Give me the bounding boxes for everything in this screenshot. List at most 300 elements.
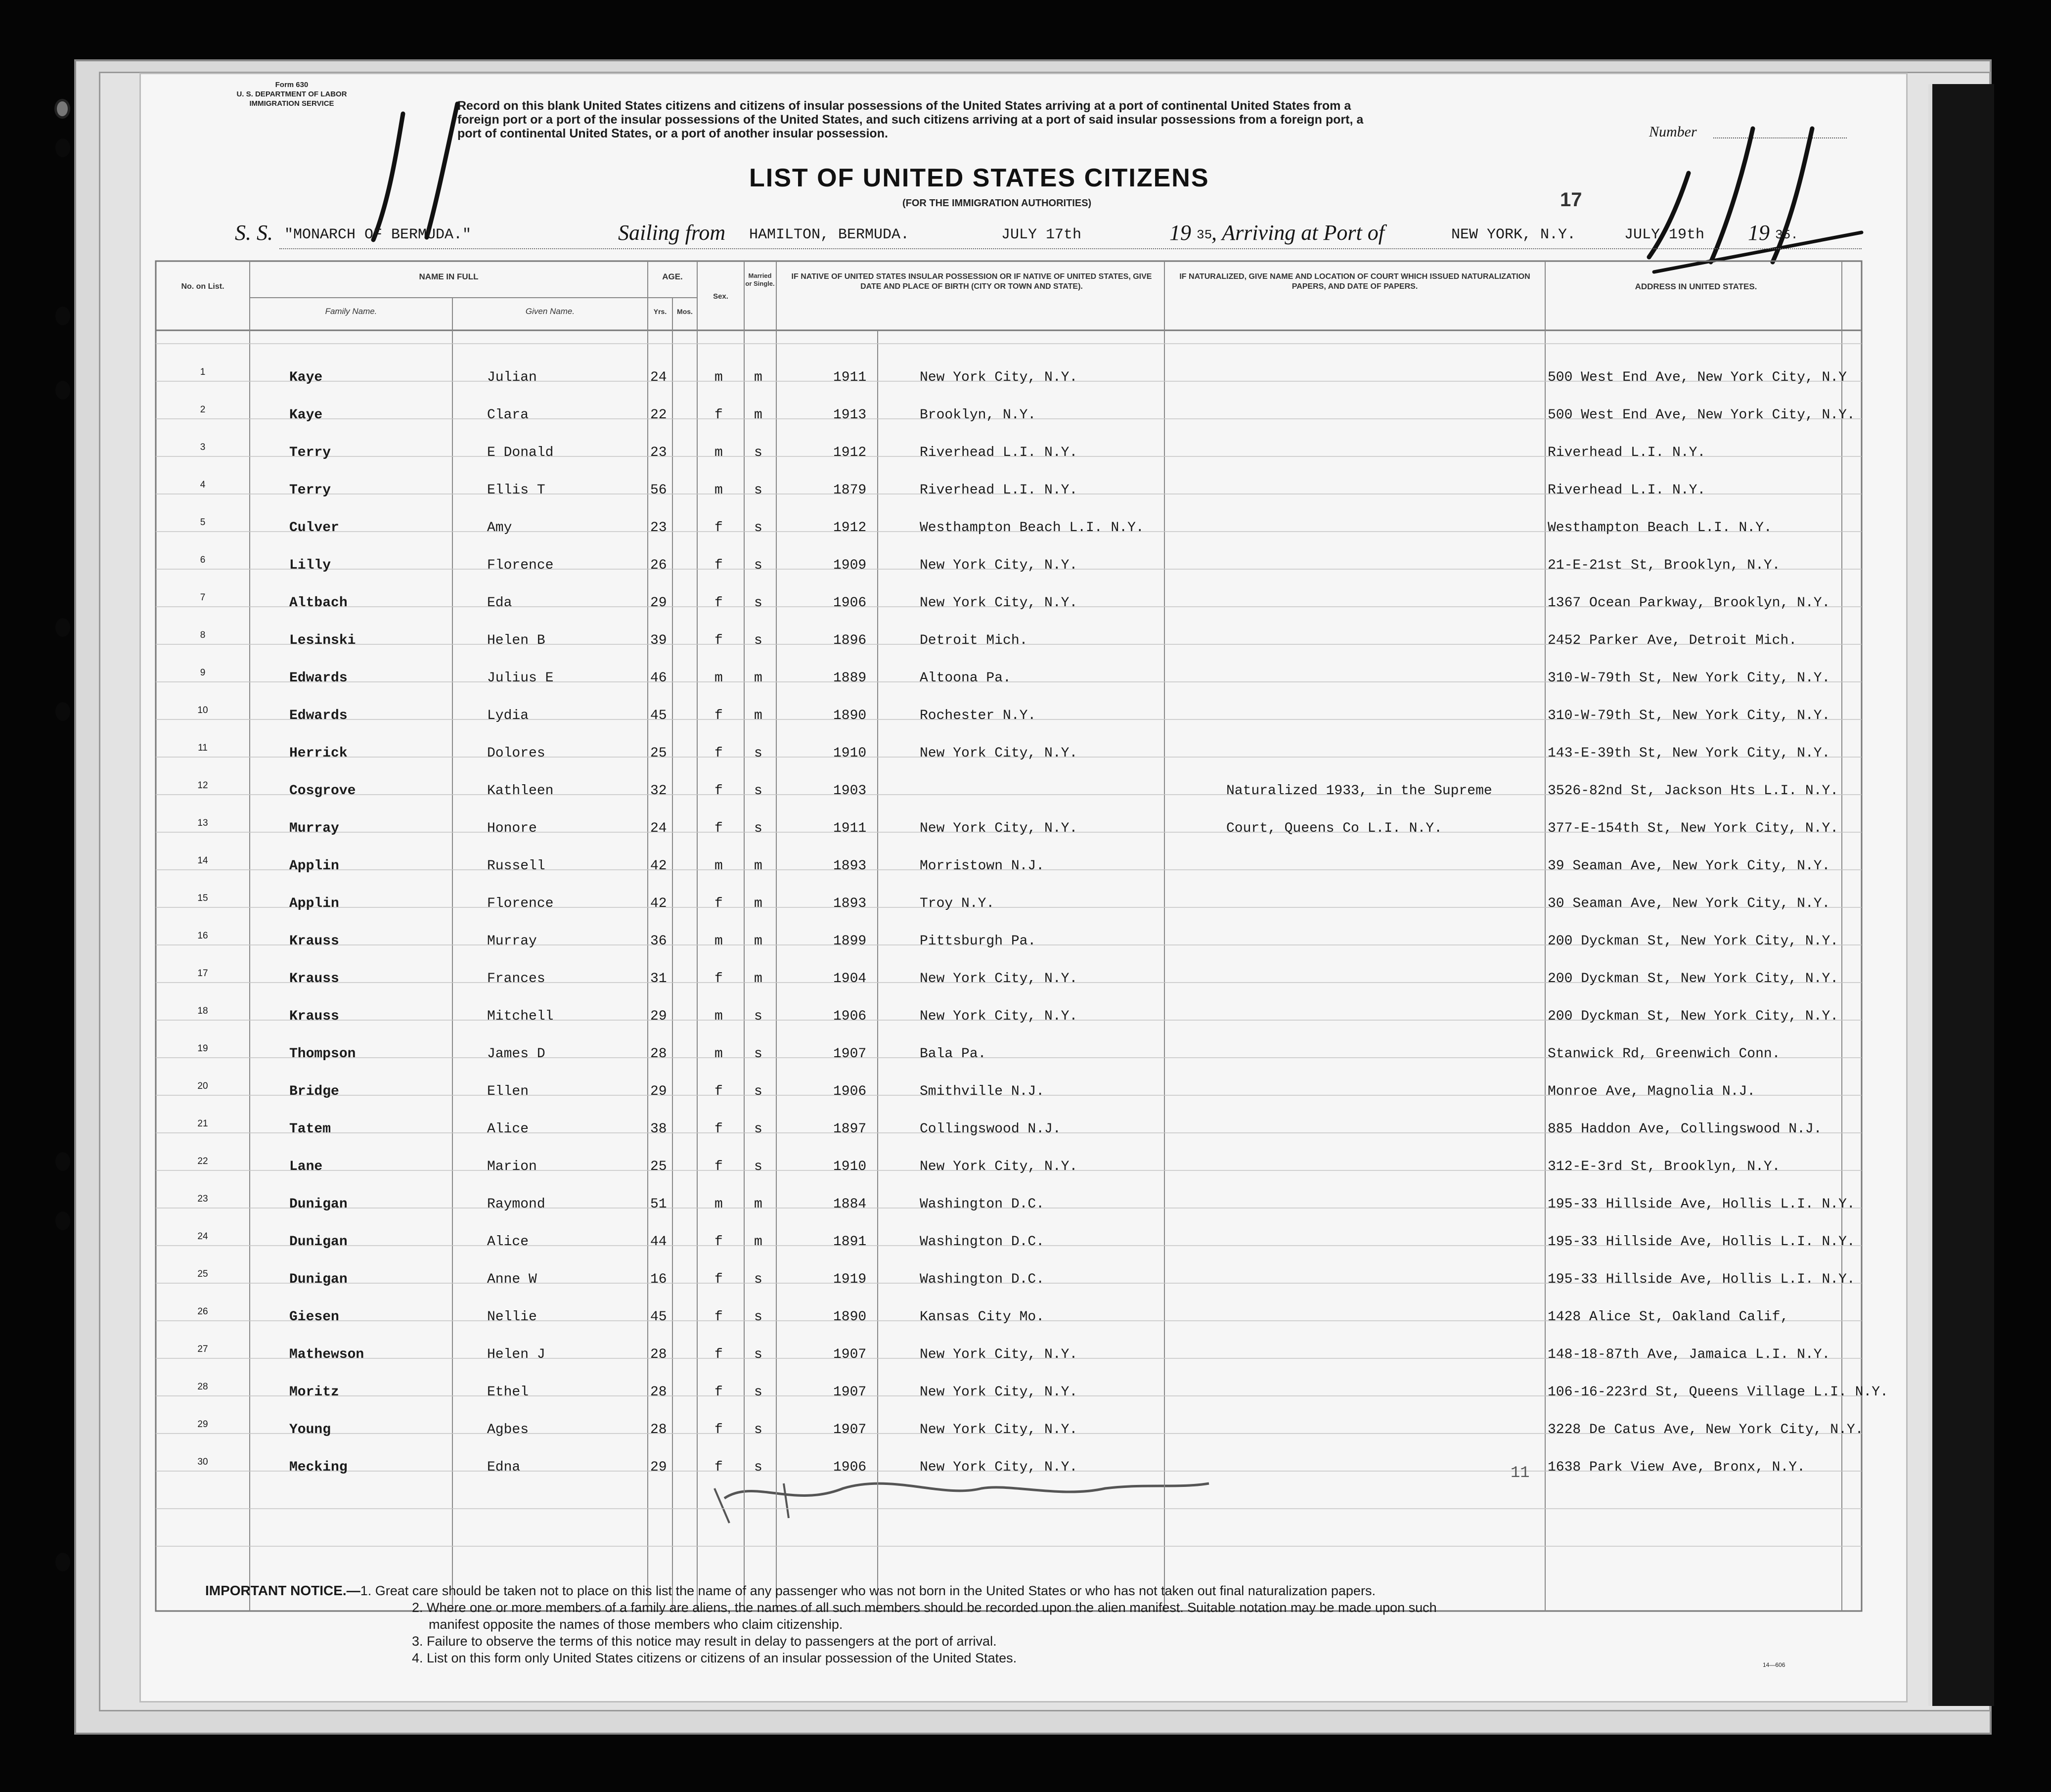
cell-sex: f — [714, 520, 723, 536]
cell-ms: m — [754, 971, 762, 986]
cell-given: Clara — [487, 407, 529, 423]
cell-family: Dunigan — [289, 1197, 348, 1212]
intro-line: foreign port or a port of the insular possessions of the United States, and such citizens arriving at a port of said insular possessions from a foreign port, a — [457, 113, 1364, 127]
cell-sex: f — [714, 746, 723, 761]
cell-no: 28 — [197, 1382, 208, 1392]
cell-sex: f — [714, 821, 723, 836]
cell-no: 17 — [197, 968, 208, 979]
cell-no: 23 — [197, 1194, 208, 1204]
cell-no: 2 — [200, 404, 206, 415]
cell-year: 1913 — [833, 407, 867, 423]
number-label: Number — [1649, 124, 1697, 140]
cell-address: 3526-82nd St, Jackson Hts L.I. N.Y. — [1548, 783, 1839, 799]
notice-item-1: 1. Great care should be taken not to place on this list the name of any passenger who was not born in the United States or who has not taken out final naturalization papers. — [360, 1583, 1376, 1598]
cell-sex: f — [714, 558, 723, 573]
notice-item-3: 3. Failure to observe the terms of this notice may result in delay to passengers at the port of arrival. — [412, 1634, 997, 1649]
cell-place: Westhampton Beach L.I. N.Y. — [920, 520, 1144, 536]
cell-family: Giesen — [289, 1309, 339, 1325]
cell-place: Altoona Pa. — [920, 671, 1011, 686]
binder-hole — [55, 307, 70, 325]
cell-ms: m — [754, 671, 762, 686]
cell-nat: Court, Queens Co L.I. N.Y. — [1226, 821, 1442, 836]
cell-family: Dunigan — [289, 1234, 348, 1250]
cell-given: Ellen — [487, 1084, 529, 1099]
cell-address: 1367 Ocean Parkway, Brooklyn, N.Y. — [1548, 595, 1830, 611]
cell-place: Rochester N.Y. — [920, 708, 1036, 723]
cell-address: 195-33 Hillside Ave, Hollis L.I. N.Y. — [1548, 1272, 1855, 1287]
cell-given: Russell — [487, 858, 545, 874]
cell-no: 1 — [200, 367, 206, 377]
cell-no: 6 — [200, 555, 206, 565]
departure-year-prefix: 19 — [1169, 221, 1191, 245]
cell-place: Detroit Mich. — [920, 633, 1028, 648]
cell-no: 29 — [197, 1419, 208, 1430]
cell-no: 30 — [197, 1457, 208, 1467]
ss-label: S. S. — [235, 221, 273, 245]
cell-year: 1907 — [833, 1422, 867, 1437]
cell-sex: m — [714, 858, 723, 874]
cell-sex: f — [714, 783, 723, 799]
cell-family: Kaye — [289, 370, 323, 385]
cell-age: 45 — [650, 1309, 667, 1325]
binder-hole — [55, 381, 70, 400]
cell-age: 29 — [650, 1009, 667, 1024]
header-no: No. on List. — [181, 282, 224, 291]
cell-year: 1890 — [833, 708, 867, 723]
cell-year: 1893 — [833, 858, 867, 874]
cell-place: New York City, N.Y. — [920, 971, 1078, 986]
cell-no: 9 — [200, 668, 206, 678]
cell-age: 56 — [650, 483, 667, 498]
table-row — [141, 1108, 1906, 1145]
cell-no: 22 — [197, 1156, 208, 1166]
cell-ms: s — [754, 520, 762, 536]
cell-year: 1904 — [833, 971, 867, 986]
cell-ms: s — [754, 1385, 762, 1400]
cell-age: 25 — [650, 1159, 667, 1174]
important-notice — [205, 1582, 1437, 1666]
cell-family: Edwards — [289, 671, 348, 686]
table-row — [141, 882, 1906, 920]
cell-given: Ethel — [487, 1385, 529, 1400]
cell-address: 310-W-79th St, New York City, N.Y. — [1548, 708, 1830, 723]
cell-family: Edwards — [289, 708, 348, 723]
table-row — [141, 1296, 1906, 1333]
cell-age: 36 — [650, 934, 667, 949]
cell-ms: s — [754, 1347, 762, 1362]
cell-age: 25 — [650, 746, 667, 761]
table-row — [141, 394, 1906, 431]
cell-place: Bala Pa. — [920, 1046, 986, 1062]
cell-age: 32 — [650, 783, 667, 799]
cell-place: Brooklyn, N.Y. — [920, 407, 1036, 423]
table-row — [141, 619, 1906, 657]
cell-family: Krauss — [289, 934, 339, 949]
notice-item-2-cont: manifest opposite the names of those members who claim citizenship. — [429, 1617, 843, 1632]
cell-sex: f — [714, 407, 723, 423]
cell-age: 31 — [650, 971, 667, 986]
cell-given: Honore — [487, 821, 537, 836]
binder-hole — [55, 1553, 70, 1571]
cell-family: Thompson — [289, 1046, 356, 1062]
cell-age: 42 — [650, 896, 667, 911]
cell-no: 12 — [197, 780, 208, 791]
arrival-date: JULY 19th — [1624, 226, 1705, 243]
cell-place: Washington D.C. — [920, 1272, 1045, 1287]
cell-given: Nellie — [487, 1309, 537, 1325]
cell-given: Julian — [487, 370, 537, 385]
cell-given: Julius E — [487, 671, 554, 686]
cell-sex: f — [714, 1309, 723, 1325]
binder-hole — [54, 99, 70, 119]
cell-sex: f — [714, 1159, 723, 1174]
cell-age: 28 — [650, 1046, 667, 1062]
cell-year: 1891 — [833, 1234, 867, 1250]
page-title: LIST OF UNITED STATES CITIZENS — [749, 164, 1209, 192]
cell-age: 24 — [650, 821, 667, 836]
cell-no: 15 — [197, 893, 208, 903]
cell-address: Stanwick Rd, Greenwich Conn. — [1548, 1046, 1781, 1062]
cell-year: 1912 — [833, 520, 867, 536]
cell-given: Raymond — [487, 1197, 545, 1212]
cell-address: 2452 Parker Ave, Detroit Mich. — [1548, 633, 1797, 648]
service-name: IMMIGRATION SERVICE — [249, 99, 334, 108]
cell-family: Kaye — [289, 407, 323, 423]
cell-address: 143-E-39th St, New York City, N.Y. — [1548, 746, 1830, 761]
cell-given: Ellis T — [487, 483, 545, 498]
cell-ms: s — [754, 595, 762, 611]
table-row — [141, 1145, 1906, 1183]
cell-no: 3 — [200, 442, 206, 452]
cell-no: 27 — [197, 1344, 208, 1354]
cell-given: Alice — [487, 1121, 529, 1137]
cell-year: 1912 — [833, 445, 867, 460]
table-row — [141, 1032, 1906, 1070]
cell-ms: m — [754, 858, 762, 874]
cell-sex: m — [714, 445, 723, 460]
header-age: AGE. — [662, 272, 683, 281]
header-married-single: Married or Single. — [745, 272, 775, 287]
notice-item-2: 2. Where one or more members of a family are aliens, the names of all such members should be recorded upon the alien manifest. Suitable notation may be made upon such — [412, 1600, 1437, 1615]
cell-given: Eda — [487, 595, 512, 611]
table-row — [141, 356, 1906, 394]
page-subtitle: (FOR THE IMMIGRATION AUTHORITIES) — [902, 198, 1092, 209]
cell-given: James D — [487, 1046, 545, 1062]
cell-year: 1903 — [833, 783, 867, 799]
cell-sex: f — [714, 1422, 723, 1437]
cell-place: New York City, N.Y. — [920, 595, 1078, 611]
page-number: 17 — [1560, 189, 1582, 211]
cell-age: 46 — [650, 671, 667, 686]
cell-age: 38 — [650, 1121, 667, 1137]
cell-address: Monroe Ave, Magnolia N.J. — [1548, 1084, 1756, 1099]
cell-sex: f — [714, 971, 723, 986]
cell-family: Mecking — [289, 1460, 348, 1475]
cell-year: 1907 — [833, 1385, 867, 1400]
notice-item-4: 4. List on this form only United States citizens or citizens of an insular possession of the United States. — [412, 1651, 1017, 1665]
cell-ms: m — [754, 896, 762, 911]
cell-family: Lilly — [289, 558, 331, 573]
cell-sex: m — [714, 1009, 723, 1024]
cell-given: Helen B — [487, 633, 545, 648]
cell-age: 28 — [650, 1347, 667, 1362]
cell-given: Florence — [487, 896, 554, 911]
cell-year: 1919 — [833, 1272, 867, 1287]
cell-address: 148-18-87th Ave, Jamaica L.I. N.Y. — [1548, 1347, 1830, 1362]
cell-age: 29 — [650, 595, 667, 611]
cell-address: 21-E-21st St, Brooklyn, N.Y. — [1548, 558, 1781, 573]
cell-ms: s — [754, 1009, 762, 1024]
cell-place: Kansas City Mo. — [920, 1309, 1045, 1325]
cell-address: 1428 Alice St, Oakland Calif, — [1548, 1309, 1789, 1325]
table-row — [141, 1070, 1906, 1108]
cell-sex: f — [714, 1121, 723, 1137]
cell-no: 21 — [197, 1119, 208, 1129]
cell-given: Helen J — [487, 1347, 545, 1362]
cell-family: Terry — [289, 445, 331, 460]
cell-address: 500 West End Ave, New York City, N.Y. — [1548, 407, 1855, 423]
cell-place: Washington D.C. — [920, 1197, 1045, 1212]
cell-year: 1910 — [833, 1159, 867, 1174]
header-yrs: Yrs. — [653, 308, 667, 315]
cell-family: Tatem — [289, 1121, 331, 1137]
header-family-name: Family Name. — [325, 307, 377, 316]
cell-sex: m — [714, 483, 723, 498]
cell-place: New York City, N.Y. — [920, 1385, 1078, 1400]
table-row — [141, 1258, 1906, 1296]
cell-year: 1906 — [833, 1009, 867, 1024]
cell-ms: s — [754, 1046, 762, 1062]
cell-place: Smithville N.J. — [920, 1084, 1045, 1099]
page-number-bottom: 11 — [1511, 1464, 1530, 1482]
header-naturalized: IF NATURALIZED, GIVE NAME AND LOCATION OF COURT WHICH ISSUED NATURALIZATION PAPERS, AND DATE OF PAPERS. — [1179, 272, 1530, 291]
cell-ms: s — [754, 746, 762, 761]
table-row — [141, 769, 1906, 807]
cell-no: 10 — [197, 705, 208, 716]
cell-year: 1884 — [833, 1197, 867, 1212]
cell-sex: m — [714, 934, 723, 949]
table-row — [141, 920, 1906, 957]
cell-place: New York City, N.Y. — [920, 821, 1078, 836]
cell-given: Murray — [487, 934, 537, 949]
cell-sex: m — [714, 370, 723, 385]
cell-year: 1911 — [833, 821, 867, 836]
header-sex: Sex. — [713, 292, 728, 301]
cell-address: 106-16-223rd St, Queens Village L.I. N.Y. — [1548, 1385, 1888, 1400]
arriving-label: , Arriving at Port of — [1211, 221, 1384, 245]
cell-place: Collingswood N.J. — [920, 1121, 1061, 1137]
header-birth: IF NATIVE OF UNITED STATES INSULAR POSSESSION OR IF NATIVE OF UNITED STATES, GIVE DATE AND PLACE OF BIRTH (CITY OR TOWN AND STATE). — [791, 272, 1152, 291]
binder-hole — [55, 1152, 70, 1171]
table-row — [141, 582, 1906, 619]
intro-line: port of continental United States, or a port of another insular possession. — [457, 127, 888, 140]
cell-address: 195-33 Hillside Ave, Hollis L.I. N.Y. — [1548, 1234, 1855, 1250]
cell-no: 26 — [197, 1306, 208, 1317]
cell-age: 28 — [650, 1422, 667, 1437]
cell-no: 16 — [197, 931, 208, 941]
cell-address: 312-E-3rd St, Brooklyn, N.Y. — [1548, 1159, 1781, 1174]
cell-family: Culver — [289, 520, 339, 536]
cell-ms: s — [754, 1460, 762, 1475]
cell-age: 51 — [650, 1197, 667, 1212]
table-row — [141, 732, 1906, 769]
binder-edge — [1928, 84, 1994, 1706]
cell-place: New York City, N.Y. — [920, 746, 1078, 761]
cell-ms: s — [754, 483, 762, 498]
arrival-year: 35. — [1775, 227, 1798, 242]
cell-sex: f — [714, 1460, 723, 1475]
binder-hole — [55, 618, 70, 637]
cell-age: 28 — [650, 1385, 667, 1400]
cell-sex: f — [714, 1084, 723, 1099]
cell-address: Westhampton Beach L.I. N.Y. — [1548, 520, 1772, 536]
cell-ms: s — [754, 633, 762, 648]
cell-no: 5 — [200, 517, 206, 528]
cell-no: 14 — [197, 855, 208, 866]
arrival-year-prefix: 19 — [1748, 221, 1770, 245]
table-row — [141, 431, 1906, 469]
cell-family: Herrick — [289, 746, 348, 761]
cell-place: New York City, N.Y. — [920, 1347, 1078, 1362]
cell-address: 30 Seaman Ave, New York City, N.Y. — [1548, 896, 1830, 911]
cell-sex: f — [714, 1272, 723, 1287]
table-row — [141, 506, 1906, 544]
header-address: ADDRESS IN UNITED STATES. — [1635, 282, 1757, 291]
cell-age: 23 — [650, 445, 667, 460]
cell-family: Young — [289, 1422, 331, 1437]
table-row — [141, 694, 1906, 732]
cell-ms: s — [754, 783, 762, 799]
cell-ms: s — [754, 1272, 762, 1287]
cell-age: 44 — [650, 1234, 667, 1250]
cell-no: 13 — [197, 818, 208, 828]
cell-given: Kathleen — [487, 783, 554, 799]
cell-year: 1879 — [833, 483, 867, 498]
cell-ms: s — [754, 1159, 762, 1174]
cell-age: 29 — [650, 1460, 667, 1475]
cell-ms: m — [754, 708, 762, 723]
cell-family: Krauss — [289, 971, 339, 986]
cell-no: 24 — [197, 1231, 208, 1242]
cell-year: 1906 — [833, 1460, 867, 1475]
cell-family: Mathewson — [289, 1347, 364, 1362]
cell-sex: f — [714, 1385, 723, 1400]
cell-place: New York City, N.Y. — [920, 1009, 1078, 1024]
cell-family: Murray — [289, 821, 339, 836]
header-name-in-full: NAME IN FULL — [419, 272, 479, 281]
cell-year: 1899 — [833, 934, 867, 949]
cell-sex: f — [714, 595, 723, 611]
ship-name: "MONARCH OF BERMUDA." — [284, 226, 472, 243]
cell-ms: m — [754, 934, 762, 949]
cell-ms: s — [754, 1422, 762, 1437]
cell-place: New York City, N.Y. — [920, 1422, 1078, 1437]
cell-year: 1893 — [833, 896, 867, 911]
cell-given: Lydia — [487, 708, 529, 723]
table-row — [141, 1183, 1906, 1220]
cell-address: 885 Haddon Ave, Collingswood N.J. — [1548, 1121, 1822, 1137]
cell-no: 19 — [197, 1043, 208, 1054]
cell-address: Riverhead L.I. N.Y. — [1548, 483, 1706, 498]
cell-year: 1896 — [833, 633, 867, 648]
cell-given: Edna — [487, 1460, 521, 1475]
table-row — [141, 995, 1906, 1032]
table-row — [141, 469, 1906, 506]
cell-family: Lesinski — [289, 633, 356, 648]
notice-heading: IMPORTANT NOTICE.— — [205, 1583, 360, 1598]
cell-year: 1910 — [833, 746, 867, 761]
department: U. S. DEPARTMENT OF LABOR — [236, 90, 347, 98]
cell-place: New York City, N.Y. — [920, 1460, 1078, 1475]
cell-address: 377-E-154th St, New York City, N.Y. — [1548, 821, 1839, 836]
cell-sex: f — [714, 896, 723, 911]
cell-year: 1909 — [833, 558, 867, 573]
cell-family: Applin — [289, 896, 339, 911]
table-row — [141, 807, 1906, 845]
cell-nat: Naturalized 1933, in the Supreme — [1226, 783, 1492, 799]
table-row — [141, 1220, 1906, 1258]
cell-given: Agbes — [487, 1422, 529, 1437]
table-row — [141, 1408, 1906, 1446]
cell-address: 39 Seaman Ave, New York City, N.Y. — [1548, 858, 1830, 874]
cell-place: New York City, N.Y. — [920, 370, 1078, 385]
header-given-name: Given Name. — [525, 307, 575, 316]
departure-year: 35 — [1197, 227, 1212, 242]
cell-place: Riverhead L.I. N.Y. — [920, 483, 1078, 498]
cell-year: 1907 — [833, 1046, 867, 1062]
cell-place: Troy N.Y. — [920, 896, 995, 911]
cell-place: New York City, N.Y. — [920, 1159, 1078, 1174]
cell-age: 16 — [650, 1272, 667, 1287]
cell-given: Amy — [487, 520, 512, 536]
cell-given: Dolores — [487, 746, 545, 761]
cell-ms: s — [754, 1121, 762, 1137]
cell-family: Applin — [289, 858, 339, 874]
cell-age: 29 — [650, 1084, 667, 1099]
binder-hole — [55, 1211, 70, 1230]
cell-sex: m — [714, 1197, 723, 1212]
cell-ms: m — [754, 1197, 762, 1212]
cell-given: Alice — [487, 1234, 529, 1250]
cell-family: Bridge — [289, 1084, 339, 1099]
form-code: 14—606 — [1763, 1661, 1785, 1668]
cell-age: 26 — [650, 558, 667, 573]
form-number: Form 630 — [275, 81, 309, 89]
table-row — [141, 1446, 1906, 1483]
cell-sex: m — [714, 1046, 723, 1062]
cell-given: Anne W — [487, 1272, 537, 1287]
binder-hole — [55, 138, 70, 157]
cell-no: 25 — [197, 1269, 208, 1279]
cell-family: Moritz — [289, 1385, 339, 1400]
cell-place: Pittsburgh Pa. — [920, 934, 1036, 949]
cell-address: 1638 Park View Ave, Bronx, N.Y. — [1548, 1460, 1805, 1475]
cell-age: 39 — [650, 633, 667, 648]
cell-sex: f — [714, 1347, 723, 1362]
cell-year: 1906 — [833, 595, 867, 611]
departure-port: HAMILTON, BERMUDA. — [749, 226, 910, 243]
cell-year: 1911 — [833, 370, 867, 385]
binder-hole — [55, 702, 70, 721]
cell-age: 42 — [650, 858, 667, 874]
cell-ms: m — [754, 1234, 762, 1250]
cell-family: Lane — [289, 1159, 323, 1174]
cell-no: 11 — [198, 743, 208, 753]
cell-family: Cosgrove — [289, 783, 356, 799]
cell-ms: s — [754, 821, 762, 836]
cell-address: 3228 De Catus Ave, New York City, N.Y. — [1548, 1422, 1864, 1437]
cell-place: Riverhead L.I. N.Y. — [920, 445, 1078, 460]
